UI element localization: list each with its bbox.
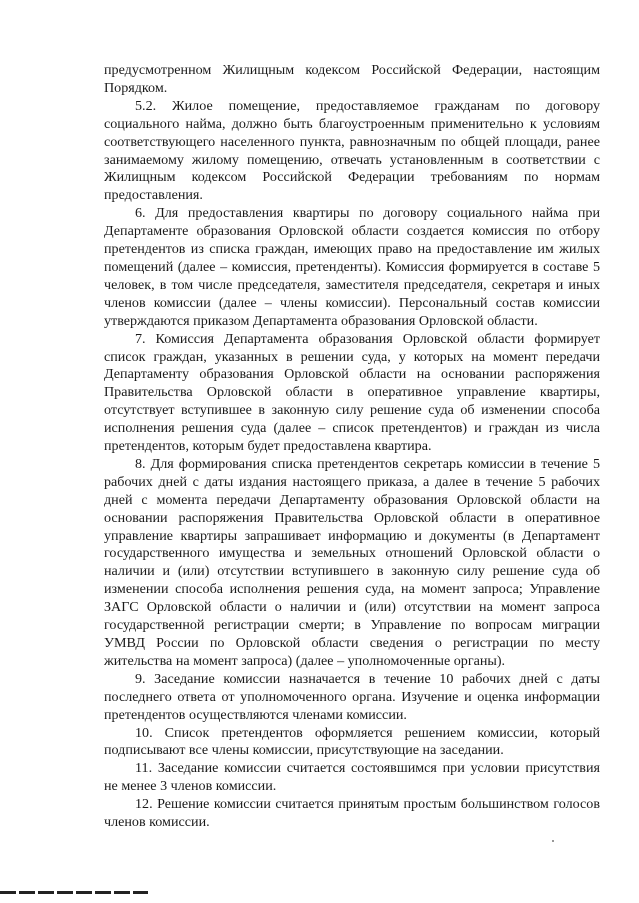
paragraph-7: 7. Комиссия Департамента образования Орловской области формирует список граждан, указанных в решении суда, у которых на момент передачи Департаменту образования Орловской области на основании распоряжения Правительства Орловской области в оперативное управление квартиры, отсутствует вступившее в законную силу решение суда об изменении способа исполнения решения суда (далее – список претендентов) и граждан из числа претендентов, которым будет предоставлена квартира. (104, 330, 600, 455)
document-page (104, 62, 600, 832)
paragraph-9: 9. Заседание комиссии назначается в течение 10 рабочих дней с даты последнего ответа от уполномоченного органа. Изучение и оценка информации претендентов осуществляются членами комиссии. (104, 670, 600, 723)
paragraph-12: 12. Решение комиссии считается принятым простым большинством голосов членов комиссии. (104, 796, 600, 831)
paragraph-6: 6. Для предоставления квартиры по договору социального найма при Департаменте образования Орловской области создается комиссия по отбору претендентов из списка граждан, имеющих право на предоставление им жилых помещений (далее – комиссия, претенденты). Комиссия формируется в составе 5 человек, в том числе председателя, заместителя председателя, секретаря и иных членов комиссии (далее – члены комиссии). Персональный состав комиссии утверждаются приказом Департамента образования Орловской области. (104, 205, 600, 329)
scan-speck (552, 840, 554, 842)
paragraph-5-2: 5.2. Жилое помещение, предоставляемое гражданам по договору социального найма, должно быть благоустроенным применительно к условиям соответствующего населенного пункта, равнозначным по общей площади, ранее занимаемому жилому помещению, отвечать установленным в соответствии с Жилищным кодексом Российской Федерации требованиям по нормам предоставления. (104, 97, 600, 204)
paragraph-8: 8. Для формирования списка претендентов секретарь комиссии в течение 5 рабочих дней с даты издания настоящего приказа, а далее в течение 5 рабочих дней с момента передачи Департаменту образования Орловской области на основании распоряжения Правительства Орловской области в оперативное управление квартиры запрашивает информацию и документы (в Департамент государственного имущества и земельных отношений Орловской области о наличии и (или) отсутствии вступившего в законную силу решение суда об изменении способа исполнения решения суда, на момент запроса; Управление ЗАГС Орловской области о наличии и (или) отсутствии на момент запроса государственной регистрации смерти; в Управление по вопросам миграции УМВД России по Орловской области сведения о регистрации по месту жительства на момент запроса) (далее – уполномоченные органы). (104, 455, 600, 669)
scan-edge-marks (0, 891, 148, 894)
paragraph-continuation: предусмотренном Жилищным кодексом Российской Федерации, настоящим Порядком. (104, 62, 600, 96)
paragraph-11: 11. Заседание комиссии считается состоявшимся при условии присутствия не менее 3 членов комиссии. (104, 760, 600, 795)
paragraph-10: 10. Список претендентов оформляется решением комиссии, который подписывают все члены комиссии, присутствующие на заседании. (104, 724, 600, 759)
